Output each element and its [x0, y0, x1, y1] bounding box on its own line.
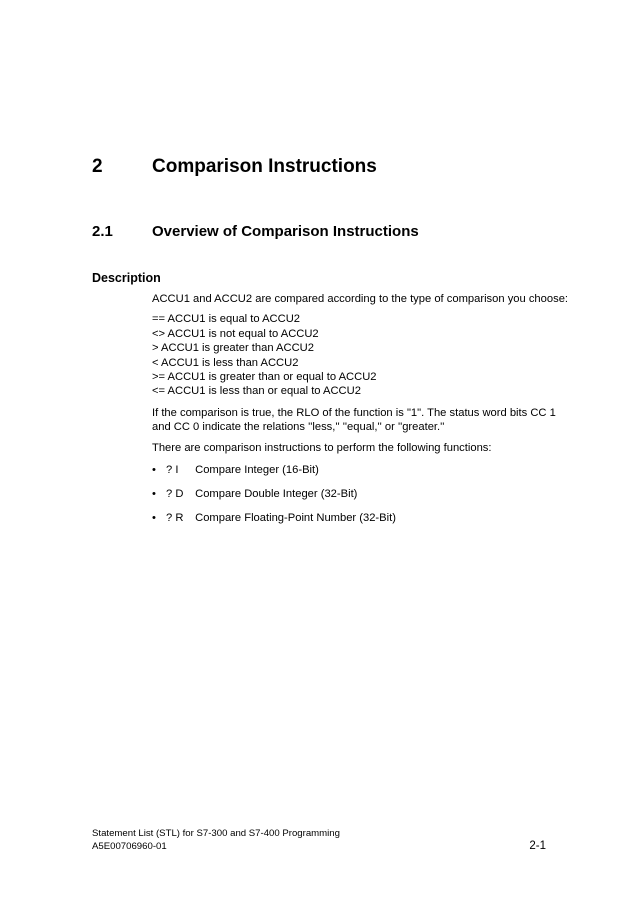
description-heading: Description — [92, 271, 161, 285]
function-code: ? D — [166, 487, 184, 500]
page-number: 2-1 — [529, 840, 546, 852]
list-item — [152, 511, 562, 526]
list-item — [152, 487, 562, 502]
function-label: Compare Integer (16-Bit) — [195, 463, 319, 476]
section-heading — [92, 223, 572, 245]
operator-line-less-equal: <= ACCU1 is less than or equal to ACCU2 — [152, 385, 361, 398]
intro-paragraph: ACCU1 and ACCU2 are compared according to the type of comparison you choose: — [152, 293, 569, 305]
chapter-number: 2 — [92, 156, 103, 177]
bullet-icon: • — [152, 463, 156, 476]
rlo-paragraph: If the comparison is true, the RLO of the function is "1". The status word bits CC 1 and CC 0 indicate the relations ''less,'' ''equal,'' or ''greater.'' — [152, 406, 556, 434]
operator-line-not-equal: <> ACCU1 is not equal to ACCU2 — [152, 327, 319, 340]
functions-list — [152, 463, 562, 526]
chapter-heading — [92, 155, 572, 183]
section-title: Overview of Comparison Instructions — [152, 223, 419, 240]
footer-document-title: Statement List (STL) for S7-300 and S7-400 Programming — [92, 828, 340, 839]
operator-line-equal: == ACCU1 is equal to ACCU2 — [152, 313, 300, 326]
chapter-title: Comparison Instructions — [152, 156, 377, 177]
function-code: ? R — [166, 511, 184, 524]
function-label: Compare Floating-Point Number (32-Bit) — [195, 511, 396, 524]
operator-line-less: < ACCU1 is less than ACCU2 — [152, 356, 299, 369]
description-body — [152, 292, 569, 535]
page-footer — [92, 828, 552, 853]
function-code: ? I — [166, 463, 179, 476]
list-item — [152, 463, 562, 478]
bullet-icon: • — [152, 511, 156, 524]
section-number: 2.1 — [92, 223, 113, 240]
operator-list — [152, 312, 562, 398]
footer-document-id: A5E00706960-01 — [92, 840, 167, 852]
operator-line-greater-equal: >= ACCU1 is greater than or equal to ACCU2 — [152, 370, 377, 383]
functions-intro-paragraph: There are comparison instructions to perform the following functions: — [152, 441, 492, 454]
bullet-icon: • — [152, 487, 156, 500]
operator-line-greater: > ACCU1 is greater than ACCU2 — [152, 342, 314, 355]
function-label: Compare Double Integer (32-Bit) — [195, 487, 358, 500]
